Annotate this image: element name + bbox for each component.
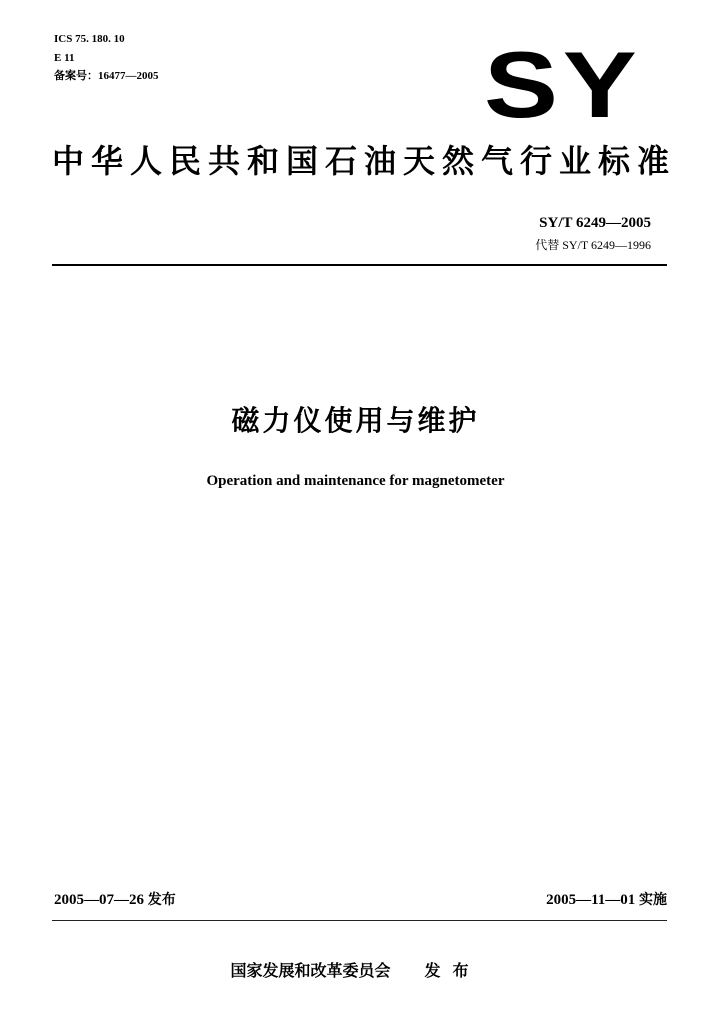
issuer-action: 发布: [424, 961, 481, 980]
document-title-cn: 磁力仪使用与维护: [231, 404, 480, 437]
effective-date-value: 2005—11—01: [546, 892, 636, 908]
issuer-name: 国家发展和改革委员会: [230, 961, 391, 980]
effective-date: [546, 891, 667, 909]
standard-title: 中华人民共和国石油天然气行业标准: [52, 142, 677, 180]
issuer: [0, 961, 711, 981]
ics-code: ICS 75. 180. 10: [54, 33, 125, 45]
header-rule: [52, 264, 667, 266]
replaces-standard: 代替 SY/T 6249—1996: [535, 238, 651, 252]
document-title-en: Operation and maintenance for magnetometer: [206, 473, 505, 489]
standard-number: SY/T 6249—2005: [539, 215, 651, 231]
publish-date-value: 2005—07—26: [54, 892, 144, 908]
publish-label: 发布: [147, 892, 176, 908]
publish-date: [54, 891, 176, 909]
footer-rule: [52, 920, 667, 921]
sy-logo: SY: [484, 32, 642, 137]
filing-number: 备案号：16477—2005: [54, 70, 159, 82]
classification-code: E 11: [54, 52, 75, 64]
effective-label: 实施: [639, 892, 667, 908]
